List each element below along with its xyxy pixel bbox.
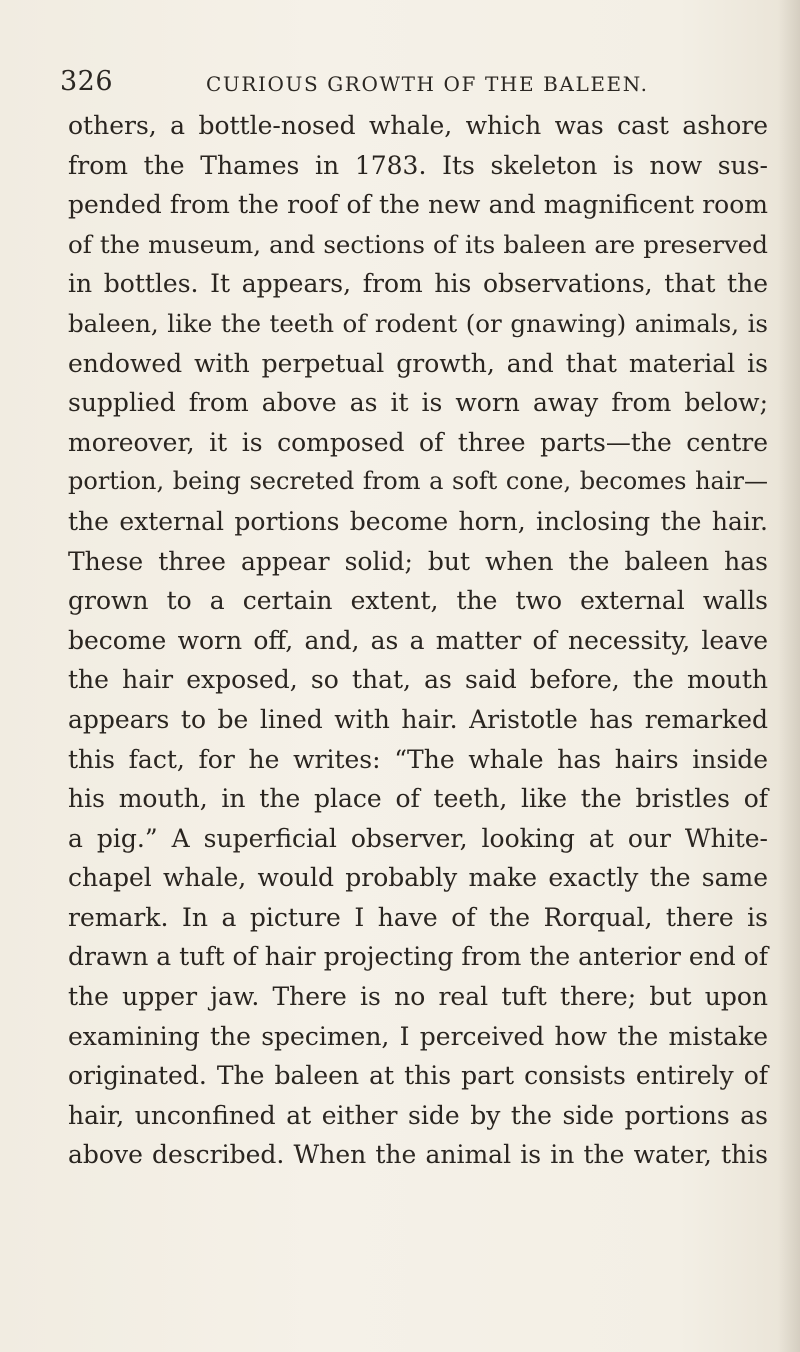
text-line: These three appear solid; but when the baleen has (68, 546, 768, 576)
text-line: this fact, for he writes: “The whale has hairs inside (68, 744, 768, 774)
text-line: the upper jaw. There is no real tuft there; but upon (68, 982, 768, 1012)
text-line: others, a bottle-nosed whale, which was cast ashore (68, 111, 768, 140)
text-line: his mouth, in the place of teeth, like the bristles of (68, 784, 768, 814)
text-line: grown to a certain extent, the two external walls (68, 586, 768, 616)
page-number: 326 (60, 66, 114, 97)
text-line: pended from the roof of the new and magnificent room (68, 190, 768, 220)
text-line: drawn a tuft of hair projecting from the anterior end of (68, 942, 769, 972)
text-line: supplied from above as it is worn away from below; (68, 388, 768, 418)
running-head: CURIOUS GROWTH OF THE BALEEN. (206, 72, 649, 96)
text-line: from the Thames in 1783. Its skeleton is now sus- (68, 150, 768, 180)
text-line: examining the specimen, I perceived how the mistake (68, 1021, 768, 1051)
text-line: baleen, like the teeth of rodent (or gnawing) animals, is (68, 308, 768, 338)
text-line: a pig.” A superficial observer, looking at our White- (68, 823, 768, 853)
page-header (60, 66, 760, 106)
page-edge-shadow (778, 0, 800, 1352)
text-line: the hair exposed, so that, as said before, the mouth (68, 665, 768, 695)
text-line: remark. In a picture I have of the Rorqual, there is (68, 902, 768, 932)
text-line: become worn off, and, as a matter of necessity, leave (68, 625, 768, 655)
text-line: originated. The baleen at this part consists entirely of (68, 1061, 768, 1091)
text-line: hair, unconfined at either side by the side portions as (68, 1100, 768, 1130)
text-line: portion, being secreted from a soft cone, becomes hair— (68, 467, 768, 496)
text-line: chapel whale, would probably make exactly the same (68, 863, 768, 893)
text-line: moreover, it is composed of three parts—the centre (68, 427, 768, 457)
text-line: the external portions become horn, inclosing the hair. (68, 506, 768, 536)
body-text (68, 106, 768, 1175)
text-line: appears to be lined with hair. Aristotle has remarked (68, 704, 768, 734)
text-line: in bottles. It appears, from his observations, that the (68, 269, 768, 299)
text-line: of the museum, and sections of its baleen are preserved (68, 229, 768, 259)
text-line: endowed with perpetual growth, and that material is (68, 348, 768, 378)
text-line: above described. When the animal is in the water, this (68, 1140, 768, 1170)
